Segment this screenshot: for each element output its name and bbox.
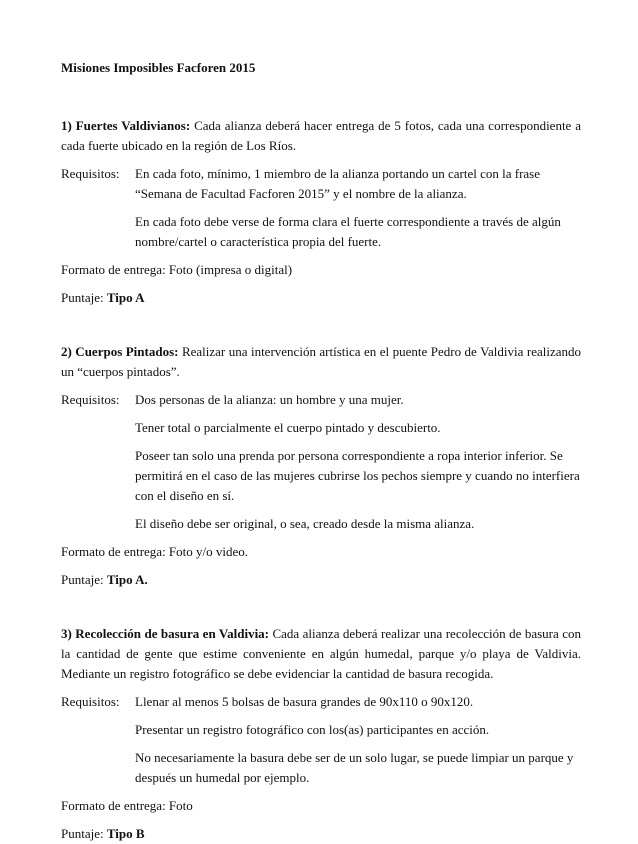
score-value: Tipo A. (106, 572, 148, 587)
requirement-item: Dos personas de la alianza: un hombre y una mujer. (135, 392, 404, 407)
requirements-block (61, 164, 581, 252)
score-value: Tipo A (106, 290, 145, 305)
requirement-item: En cada foto debe verse de forma clara el fuerte correspondiente a través de algún nombre/cartel o característica propia del fuerte. (135, 214, 561, 249)
requirement-item: En cada foto, mínimo, 1 miembro de la alianza portando un cartel con la frase “Semana de Facultad Facforen 2015” y el nombre de la alianza. (135, 166, 541, 201)
delivery-format: Formato de entrega: Foto (impresa o digital) (61, 262, 293, 277)
delivery-format: Formato de entrega: Foto y/o video. (61, 544, 249, 559)
requirements-block (61, 692, 581, 788)
requirement-item: Presentar un registro fotográfico con los(as) participantes en acción. (135, 722, 490, 737)
score-line (61, 824, 581, 844)
requirements-block (61, 390, 581, 534)
mission-heading: 3) Recolección de basura en Valdivia: (61, 626, 270, 641)
mission-section (61, 342, 581, 590)
document-title: Misiones Imposibles Facforen 2015 (61, 60, 256, 75)
score-label: Puntaje: (61, 290, 107, 305)
requirements-list (135, 692, 581, 788)
requirements-label: Requisitos: (61, 392, 120, 407)
mission-heading: 1) Fuertes Valdivianos: (61, 118, 191, 133)
requirement-item: Tener total o parcialmente el cuerpo pintado y descubierto. (135, 420, 441, 435)
mission-section (61, 624, 581, 844)
requirements-list (135, 164, 581, 252)
score-label: Puntaje: (61, 826, 107, 841)
score-line (61, 288, 581, 308)
requirement-item: Poseer tan solo una prenda por persona correspondiente a ropa interior inferior. Se permitirá en el caso de las mujeres cubrirse los pechos siempre y cuando no interfiera con el diseño en sí. (135, 448, 580, 503)
mission-section (61, 116, 581, 308)
requirement-item: Llenar al menos 5 bolsas de basura grandes de 90x110 o 90x120. (135, 694, 474, 709)
mission-intro (61, 116, 581, 156)
requirement-item: El diseño debe ser original, o sea, creado desde la misma alianza. (135, 516, 475, 531)
score-value: Tipo B (106, 826, 145, 841)
requirement-item: No necesariamente la basura debe ser de un solo lugar, se puede limpiar un parque y después un humedal por ejemplo. (135, 750, 574, 785)
document-page (61, 58, 581, 844)
mission-heading: 2) Cuerpos Pintados: (61, 344, 179, 359)
score-label: Puntaje: (61, 572, 107, 587)
requirements-label: Requisitos: (61, 694, 120, 709)
requirements-label: Requisitos: (61, 166, 120, 181)
mission-description: Cada alianza deberá realizar una recolección de basura con la cantidad de gente que estime conveniente en algún humedal, parque y/o playa de Valdivia. Mediante un registro fotográfico se debe evidenciar la cantidad de basura recogida. (61, 626, 581, 681)
mission-intro (61, 624, 581, 684)
mission-intro (61, 342, 581, 382)
score-line (61, 570, 581, 590)
mission-description: Cada alianza deberá hacer entrega de 5 fotos, cada una correspondiente a cada fuerte ubicado en la región de Los Ríos. (61, 118, 582, 153)
requirements-list (135, 390, 581, 534)
mission-description: Realizar una intervención artística en el puente Pedro de Valdivia realizando un “cuerpos pintados”. (61, 344, 581, 379)
delivery-format: Formato de entrega: Foto (61, 798, 193, 813)
